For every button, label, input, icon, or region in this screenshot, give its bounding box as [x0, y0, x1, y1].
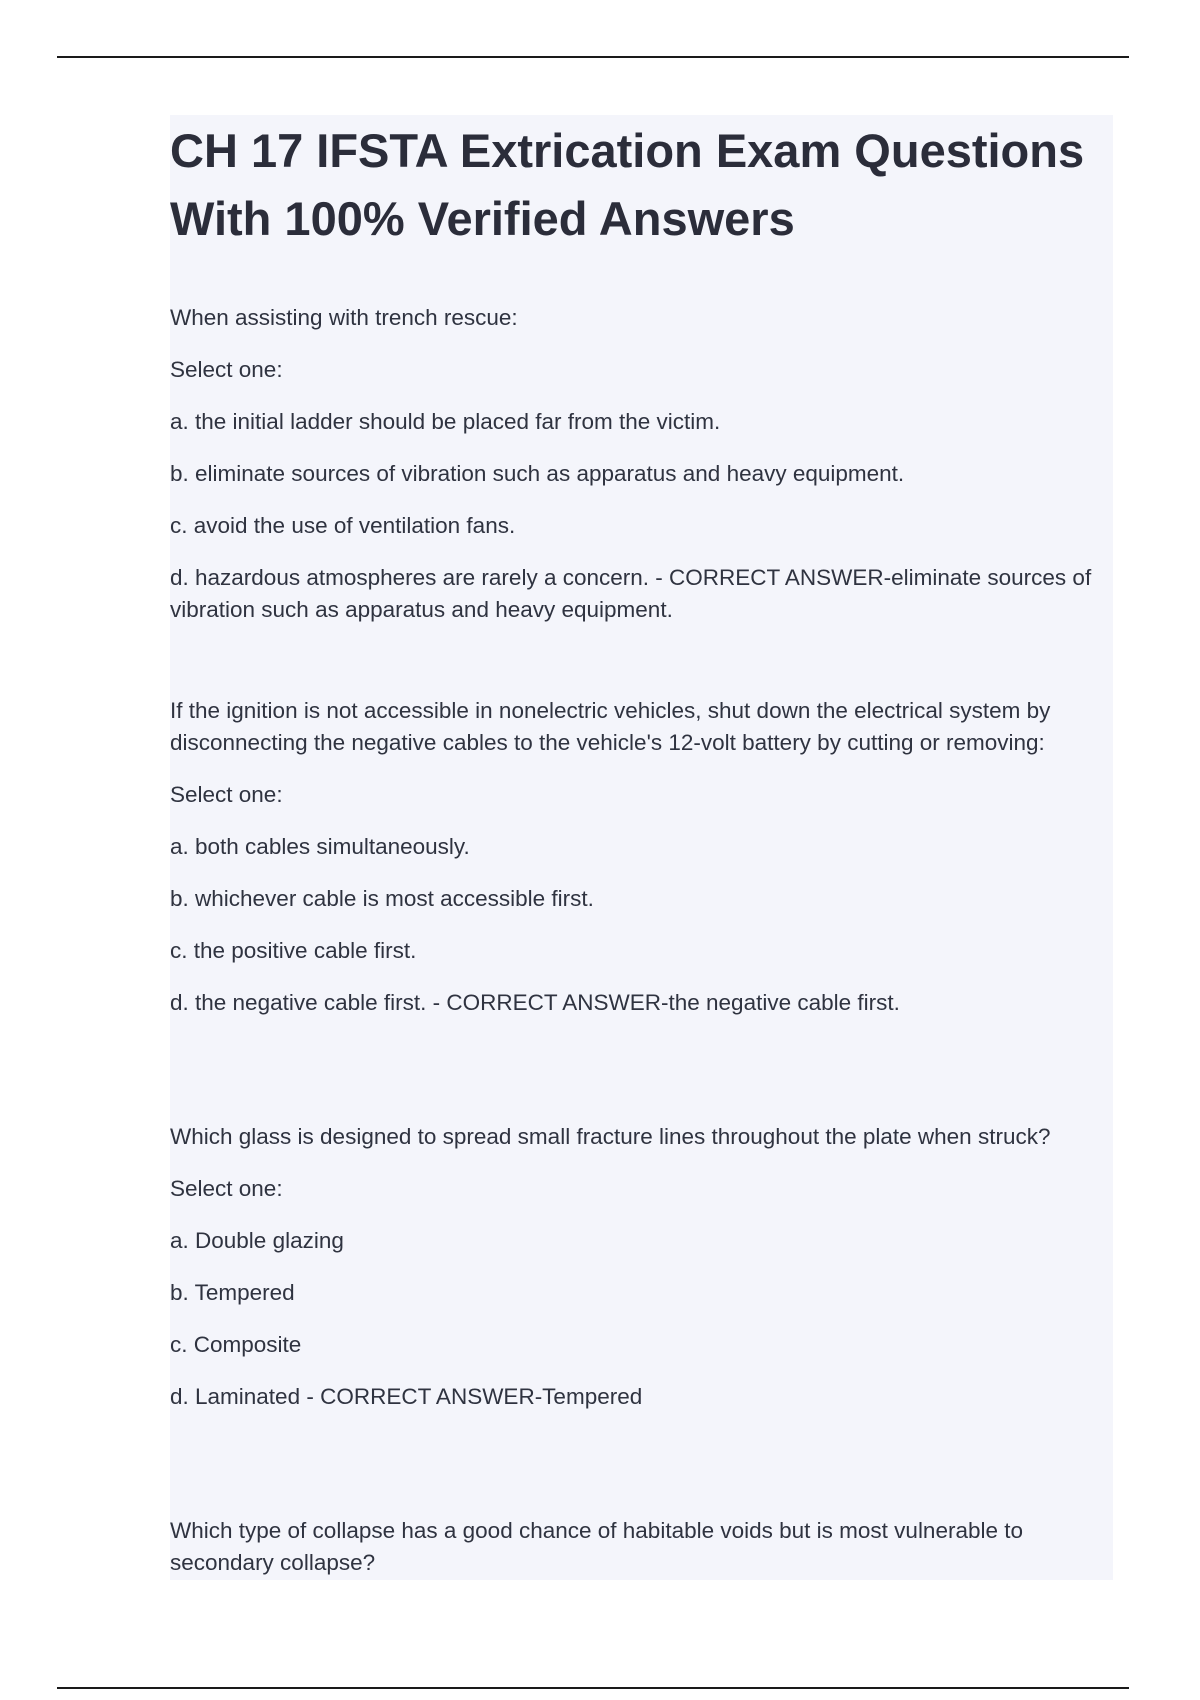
question-2	[170, 695, 1100, 1019]
question-prompt: Which glass is designed to spread small fracture lines throughout the plate when struck?	[170, 1124, 1051, 1149]
select-one-label: Select one:	[170, 357, 283, 382]
answer-option: a. both cables simultaneously.	[170, 834, 470, 859]
question-4	[170, 1515, 1100, 1579]
answer-option: a. Double glazing	[170, 1228, 344, 1253]
question-prompt: When assisting with trench rescue:	[170, 305, 518, 330]
answer-option: c. avoid the use of ventilation fans.	[170, 513, 516, 538]
document-page	[170, 115, 1113, 1580]
question-prompt: Which type of collapse has a good chance of habitable voids but is most vulnerable to secondary collapse?	[170, 1518, 1024, 1575]
answer-option: d. Laminated - CORRECT ANSWER-Tempered	[170, 1384, 643, 1409]
top-rule	[57, 56, 1129, 58]
answer-option: b. eliminate sources of vibration such as apparatus and heavy equipment.	[170, 461, 905, 486]
answer-option: c. Composite	[170, 1332, 302, 1357]
answer-option: d. the negative cable first. - CORRECT ANSWER-the negative cable first.	[170, 990, 900, 1015]
select-one-label: Select one:	[170, 782, 283, 807]
answer-option: b. Tempered	[170, 1280, 295, 1305]
answer-option: d. hazardous atmospheres are rarely a concern. - CORRECT ANSWER-eliminate sources of vibration such as apparatus and heavy equipment.	[170, 565, 1092, 622]
answer-option: a. the initial ladder should be placed far from the victim.	[170, 409, 721, 434]
select-one-label: Select one:	[170, 1176, 283, 1201]
question-3	[170, 1121, 1100, 1413]
answer-option: b. whichever cable is most accessible first.	[170, 886, 594, 911]
document-title: CH 17 IFSTA Extrication Exam Questions With 100% Verified Answers	[170, 124, 1085, 245]
question-1	[170, 302, 1100, 626]
question-prompt: If the ignition is not accessible in nonelectric vehicles, shut down the electrical system by disconnecting the negative cables to the vehicle's 12-volt battery by cutting or removing:	[170, 698, 1051, 755]
answer-option: c. the positive cable first.	[170, 938, 417, 963]
bottom-rule	[57, 1687, 1129, 1689]
